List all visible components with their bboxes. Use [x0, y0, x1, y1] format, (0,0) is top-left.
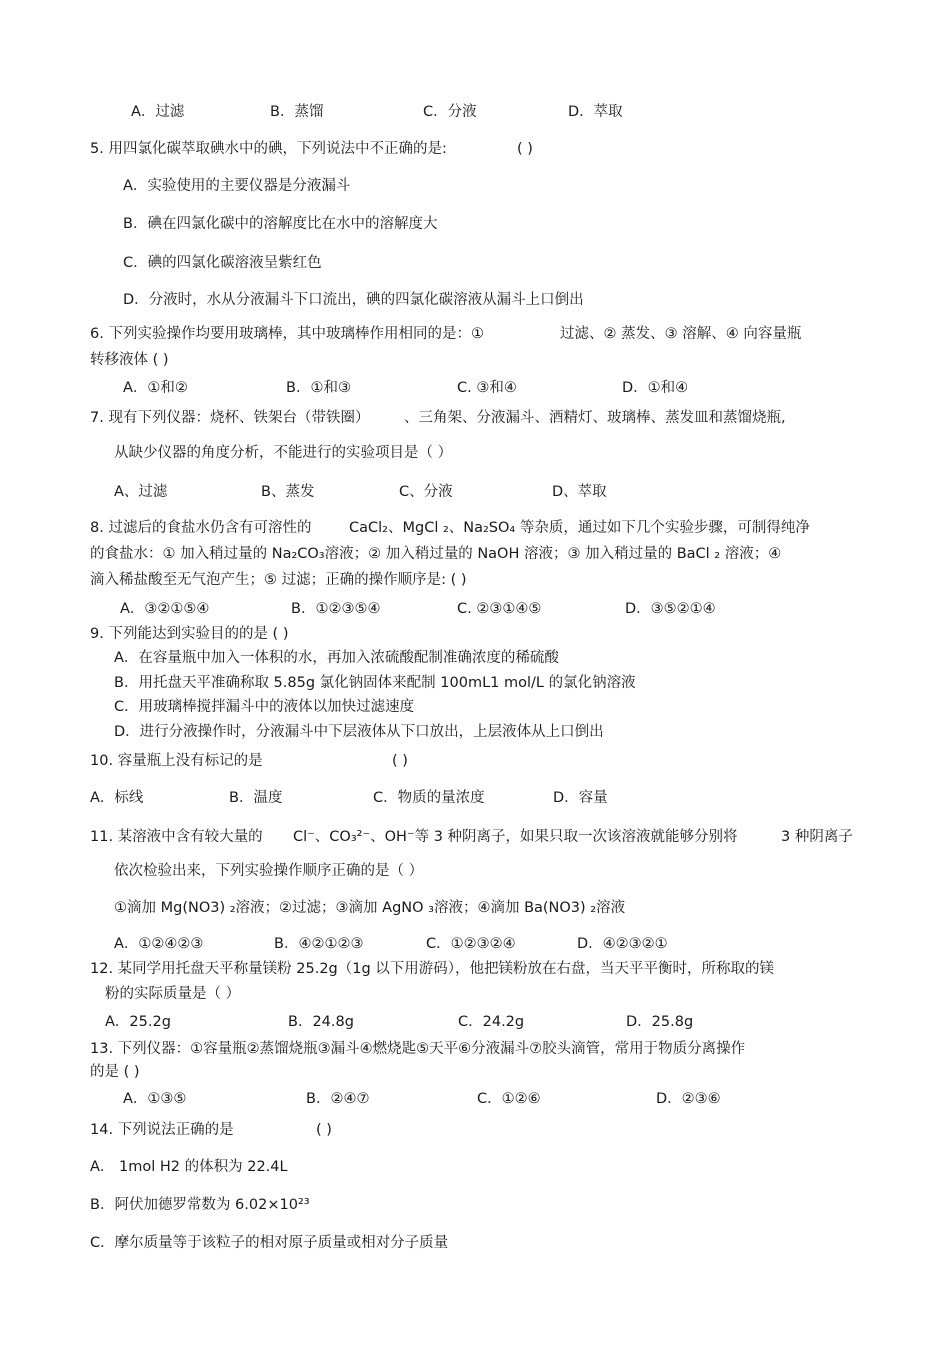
q6-option-a: A．①和② [123, 380, 188, 396]
q12-option-d: D．25.8g [626, 1014, 694, 1030]
q10-option-d: D．容量 [553, 790, 608, 806]
q12-stem-line2: 粉的实际质量是（ ） [105, 986, 241, 1002]
q7-option-a: A、过滤 [114, 484, 168, 500]
q11-option-a: A．①②④②③ [114, 936, 204, 952]
q7-stem-line2: 从缺少仪器的角度分析，不能进行的实验项目是（ ） [114, 445, 453, 461]
q5-option-a: A．实验使用的主要仪器是分液漏斗 [123, 178, 351, 194]
q8-stem-line1b: CaCl₂、MgCl ₂、Na₂SO₄ 等杂质，通过如下几个实验步骤，可制得纯净 [349, 520, 810, 536]
q10-option-a: A．标线 [90, 790, 144, 806]
q5-option-c: C．碘的四氯化碳溶液呈紫红色 [123, 255, 322, 271]
q11-stem-line2: 依次检验出来，下列实验操作顺序正确的是（ ） [114, 863, 424, 879]
q12-option-b: B．24.8g [288, 1014, 354, 1030]
q13-option-c: C．①②⑥ [477, 1091, 541, 1107]
q4-option-c: C．分液 [423, 104, 477, 120]
q6-option-d: D．①和④ [622, 380, 689, 396]
q7-option-d: D、萃取 [552, 484, 607, 500]
q5-option-d: D．分液时，水从分液漏斗下口流出，碘的四氯化碳溶液从漏斗上口倒出 [123, 292, 584, 308]
q8-option-b: B．①②③⑤④ [291, 601, 381, 617]
q8-option-c: C. ②③①④⑤ [457, 601, 542, 617]
q8-option-d: D．③⑤②①④ [625, 601, 716, 617]
q7-stem-line1b: 、三角架、分液漏斗、酒精灯、玻璃棒、蒸发皿和蒸馏烧瓶, [404, 410, 786, 426]
q14-answer-paren: ( ) [316, 1122, 332, 1138]
q13-option-d: D．②③⑥ [656, 1091, 721, 1107]
q5-answer-paren: ( ) [517, 141, 533, 157]
q10-option-b: B．温度 [229, 790, 283, 806]
q11-stem-line1b: Cl⁻、CO₃²⁻、OH⁻等 3 种阴离子，如果只取一次该溶液就能够分别将 [293, 829, 738, 845]
q11-stem-line1a: 11. 某溶液中含有较大量的 [90, 829, 263, 845]
q10-option-c: C．物质的量浓度 [373, 790, 485, 806]
q14-option-b: B．阿伏加德罗常数为 6.02×10²³ [90, 1197, 310, 1213]
q10-answer-paren: ( ) [392, 753, 408, 769]
q13-stem-line2: 的是 ( ) [90, 1064, 140, 1080]
q7-stem-line1: 7. 现有下列仪器：烧杯、铁架台（带铁圈） [90, 410, 370, 426]
q8-option-a: A．③②①⑤④ [120, 601, 210, 617]
q8-stem-line2: 的食盐水：① 加入稍过量的 Na₂CO₃溶液；② 加入稍过量的 NaOH 溶液；③ 加入稍过量的 BaCl ₂ 溶液；④ [90, 546, 782, 562]
q9-stem: 9. 下列能达到实验目的的是 ( ) [90, 626, 289, 642]
q11-stem-line1c: 3 种阴离子 [781, 829, 853, 845]
q6-stem-line1b: 过滤、② 蒸发、③ 溶解、④ 向容量瓶 [560, 326, 802, 342]
q4-option-b: B．蒸馏 [270, 104, 324, 120]
q13-option-a: A．①③⑤ [123, 1091, 187, 1107]
q4-option-d: D．萃取 [568, 104, 623, 120]
q6-stem-line1: 6. 下列实验操作均要用玻璃棒，其中玻璃棒作用相同的是：① [90, 326, 484, 342]
q14-option-a: A． 1mol H2 的体积为 22.4L [90, 1159, 288, 1175]
q6-option-c: C. ③和④ [457, 380, 517, 396]
q12-option-c: C．24.2g [458, 1014, 525, 1030]
q14-option-c: C．摩尔质量等于该粒子的相对原子质量或相对分子质量 [90, 1235, 449, 1251]
q11-option-d: D．④②③②① [577, 936, 668, 952]
q8-stem-line3: 滴入稀盐酸至无气泡产生；⑤ 过滤；正确的操作顺序是: ( ) [90, 572, 467, 588]
q12-option-a: A．25.2g [105, 1014, 171, 1030]
q11-option-b: B．④②①②③ [274, 936, 364, 952]
q13-stem-line1: 13. 下列仪器：①容量瓶②蒸馏烧瓶③漏斗④燃烧匙⑤天平⑥分液漏斗⑦胶头滴管，常用于物质分离操作 [90, 1041, 746, 1057]
q9-option-c: C．用玻璃棒搅拌漏斗中的液体以加快过滤速度 [114, 699, 415, 715]
q9-option-b: B．用托盘天平准确称取 5.85g 氯化钠固体来配制 100mL1 mol/L 的氯化钠溶液 [114, 675, 636, 691]
q6-option-b: B．①和③ [286, 380, 351, 396]
q12-stem-line1: 12. 某同学用托盘天平称量镁粉 25.2g（1g 以下用游码），他把镁粉放在右盘，当天平平衡时，所称取的镁 [90, 961, 775, 977]
q8-stem-line1a: 8. 过滤后的食盐水仍含有可溶性的 [90, 520, 312, 536]
q11-stem-line3: ①滴加 Mg(NO3) ₂溶液；②过滤；③滴加 AgNO ₃溶液；④滴加 Ba(NO3) ₂溶液 [114, 900, 626, 916]
q7-option-c: C、分液 [399, 484, 453, 500]
q7-option-b: B、蒸发 [261, 484, 315, 500]
q13-option-b: B．②④⑦ [306, 1091, 370, 1107]
q9-option-d: D．进行分液操作时，分液漏斗中下层液体从下口放出，上层液体从上口倒出 [114, 724, 604, 740]
q14-stem: 14. 下列说法正确的是 [90, 1122, 234, 1138]
q6-stem-line2: 转移液体 ( ) [90, 352, 169, 368]
q5-option-b: B．碘在四氯化碳中的溶解度比在水中的溶解度大 [123, 216, 438, 232]
q5-stem: 5. 用四氯化碳萃取碘水中的碘，下列说法中不正确的是: [90, 141, 447, 157]
q10-stem: 10. 容量瓶上没有标记的是 [90, 753, 263, 769]
q11-option-c: C．①②③②④ [426, 936, 516, 952]
q4-option-a: A．过滤 [131, 104, 185, 120]
q9-option-a: A．在容量瓶中加入一体积的水，再加入浓硫酸配制准确浓度的稀硫酸 [114, 650, 559, 666]
